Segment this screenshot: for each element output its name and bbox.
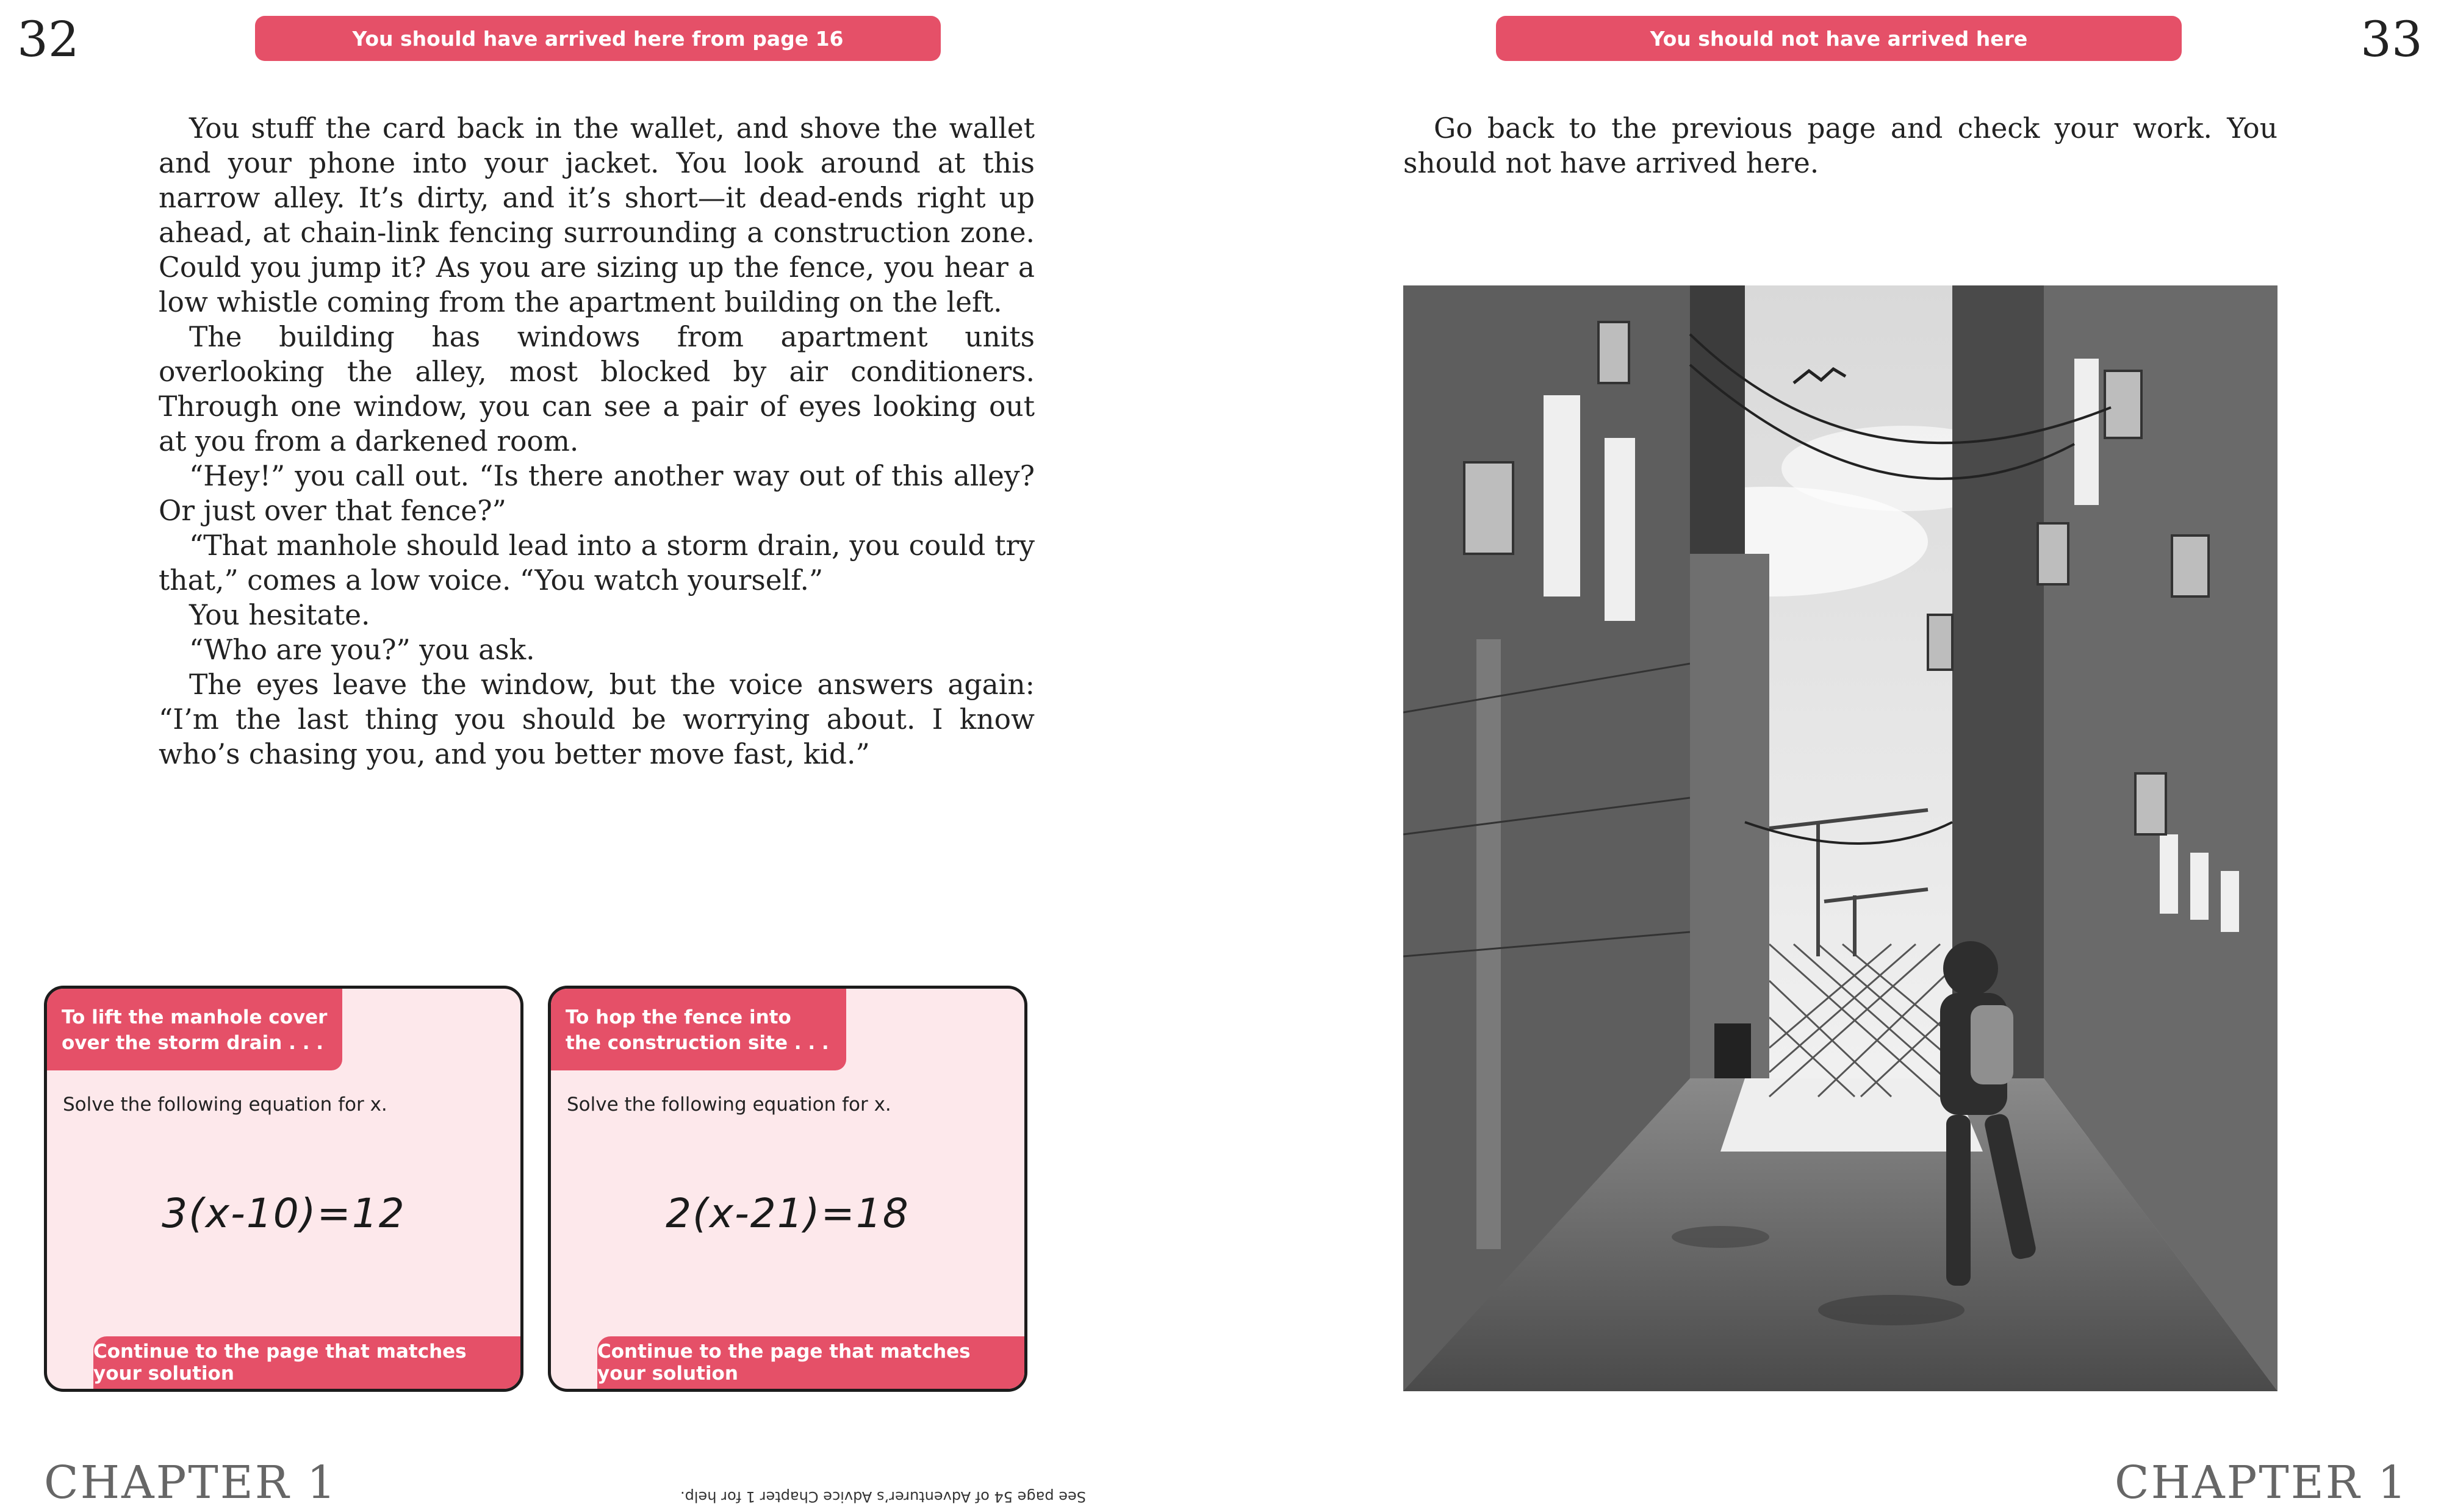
card-equation: 3(x-10)=12 (162, 1190, 406, 1237)
story-paragraph: The eyes leave the window, but the voice answers again: “I’m the last thing you should be worrying about. I know who’s chasing you, and you better move fast, kid.” (159, 668, 1035, 770)
choice-card-manhole[interactable] (44, 986, 523, 1392)
upside-down-help-text: See page 54 of Adventurer’s Advice Chapter 1 for help. (680, 1488, 1086, 1505)
page-number-right: 33 (2360, 11, 2423, 68)
arrival-banner-left: You should have arrived here from page 16 (255, 16, 941, 61)
arrival-banner-right: You should not have arrived here (1496, 16, 2182, 61)
story-paragraph: You hesitate. (189, 599, 370, 631)
story-paragraph: The building has windows from apartment units overlooking the alley, most blocked by air conditioners. Through one window, you can see a pair of eyes looking out at you from a darkened room. (159, 321, 1035, 457)
card-equation: 2(x-21)=18 (666, 1190, 910, 1237)
story-paragraph: “Hey!” you call out. “Is there another way out of this alley? Or just over that fence?” (159, 460, 1035, 527)
alley-illustration (1403, 285, 2277, 1391)
story-paragraph: “That manhole should lead into a storm drain, you could try that,” comes a low voice. “You watch yourself.” (159, 529, 1035, 597)
left-page (0, 0, 1220, 1512)
page-number-left: 32 (17, 11, 79, 68)
card-heading: To hop the fence into the construction site . . . (551, 989, 846, 1070)
story-paragraph: You stuff the card back in the wallet, and shove the wallet and your phone into your jacket. You look around at this narrow alley. It’s dirty, and it’s short—it dead-ends right up ahead, at chain-link fencing surrounding a construction zone. Could you jump it? As you are sizing up the fence, you hear a low whistle coming from the apartment building on the left. (159, 112, 1035, 318)
choice-card-fence[interactable] (548, 986, 1027, 1392)
card-heading: To lift the manhole cover over the storm drain . . . (47, 989, 342, 1070)
card-instruction: Solve the following equation for x. (567, 1094, 891, 1116)
story-paragraph: “Who are you?” you ask. (189, 634, 535, 666)
right-page-text (1403, 111, 2277, 181)
alley-illustration-art (1403, 285, 2277, 1391)
card-instruction: Solve the following equation for x. (63, 1094, 387, 1116)
story-text (159, 111, 1035, 772)
card-continue-label: Continue to the page that matches your solution (93, 1336, 520, 1389)
card-continue-label: Continue to the page that matches your solution (597, 1336, 1024, 1389)
redirect-paragraph: Go back to the previous page and check your work. You should not have arrived here. (1403, 112, 2277, 179)
right-page (1221, 0, 2441, 1512)
chapter-label-right: CHAPTER 1 (2115, 1456, 2409, 1509)
chapter-label-left: CHAPTER 1 (44, 1456, 338, 1509)
